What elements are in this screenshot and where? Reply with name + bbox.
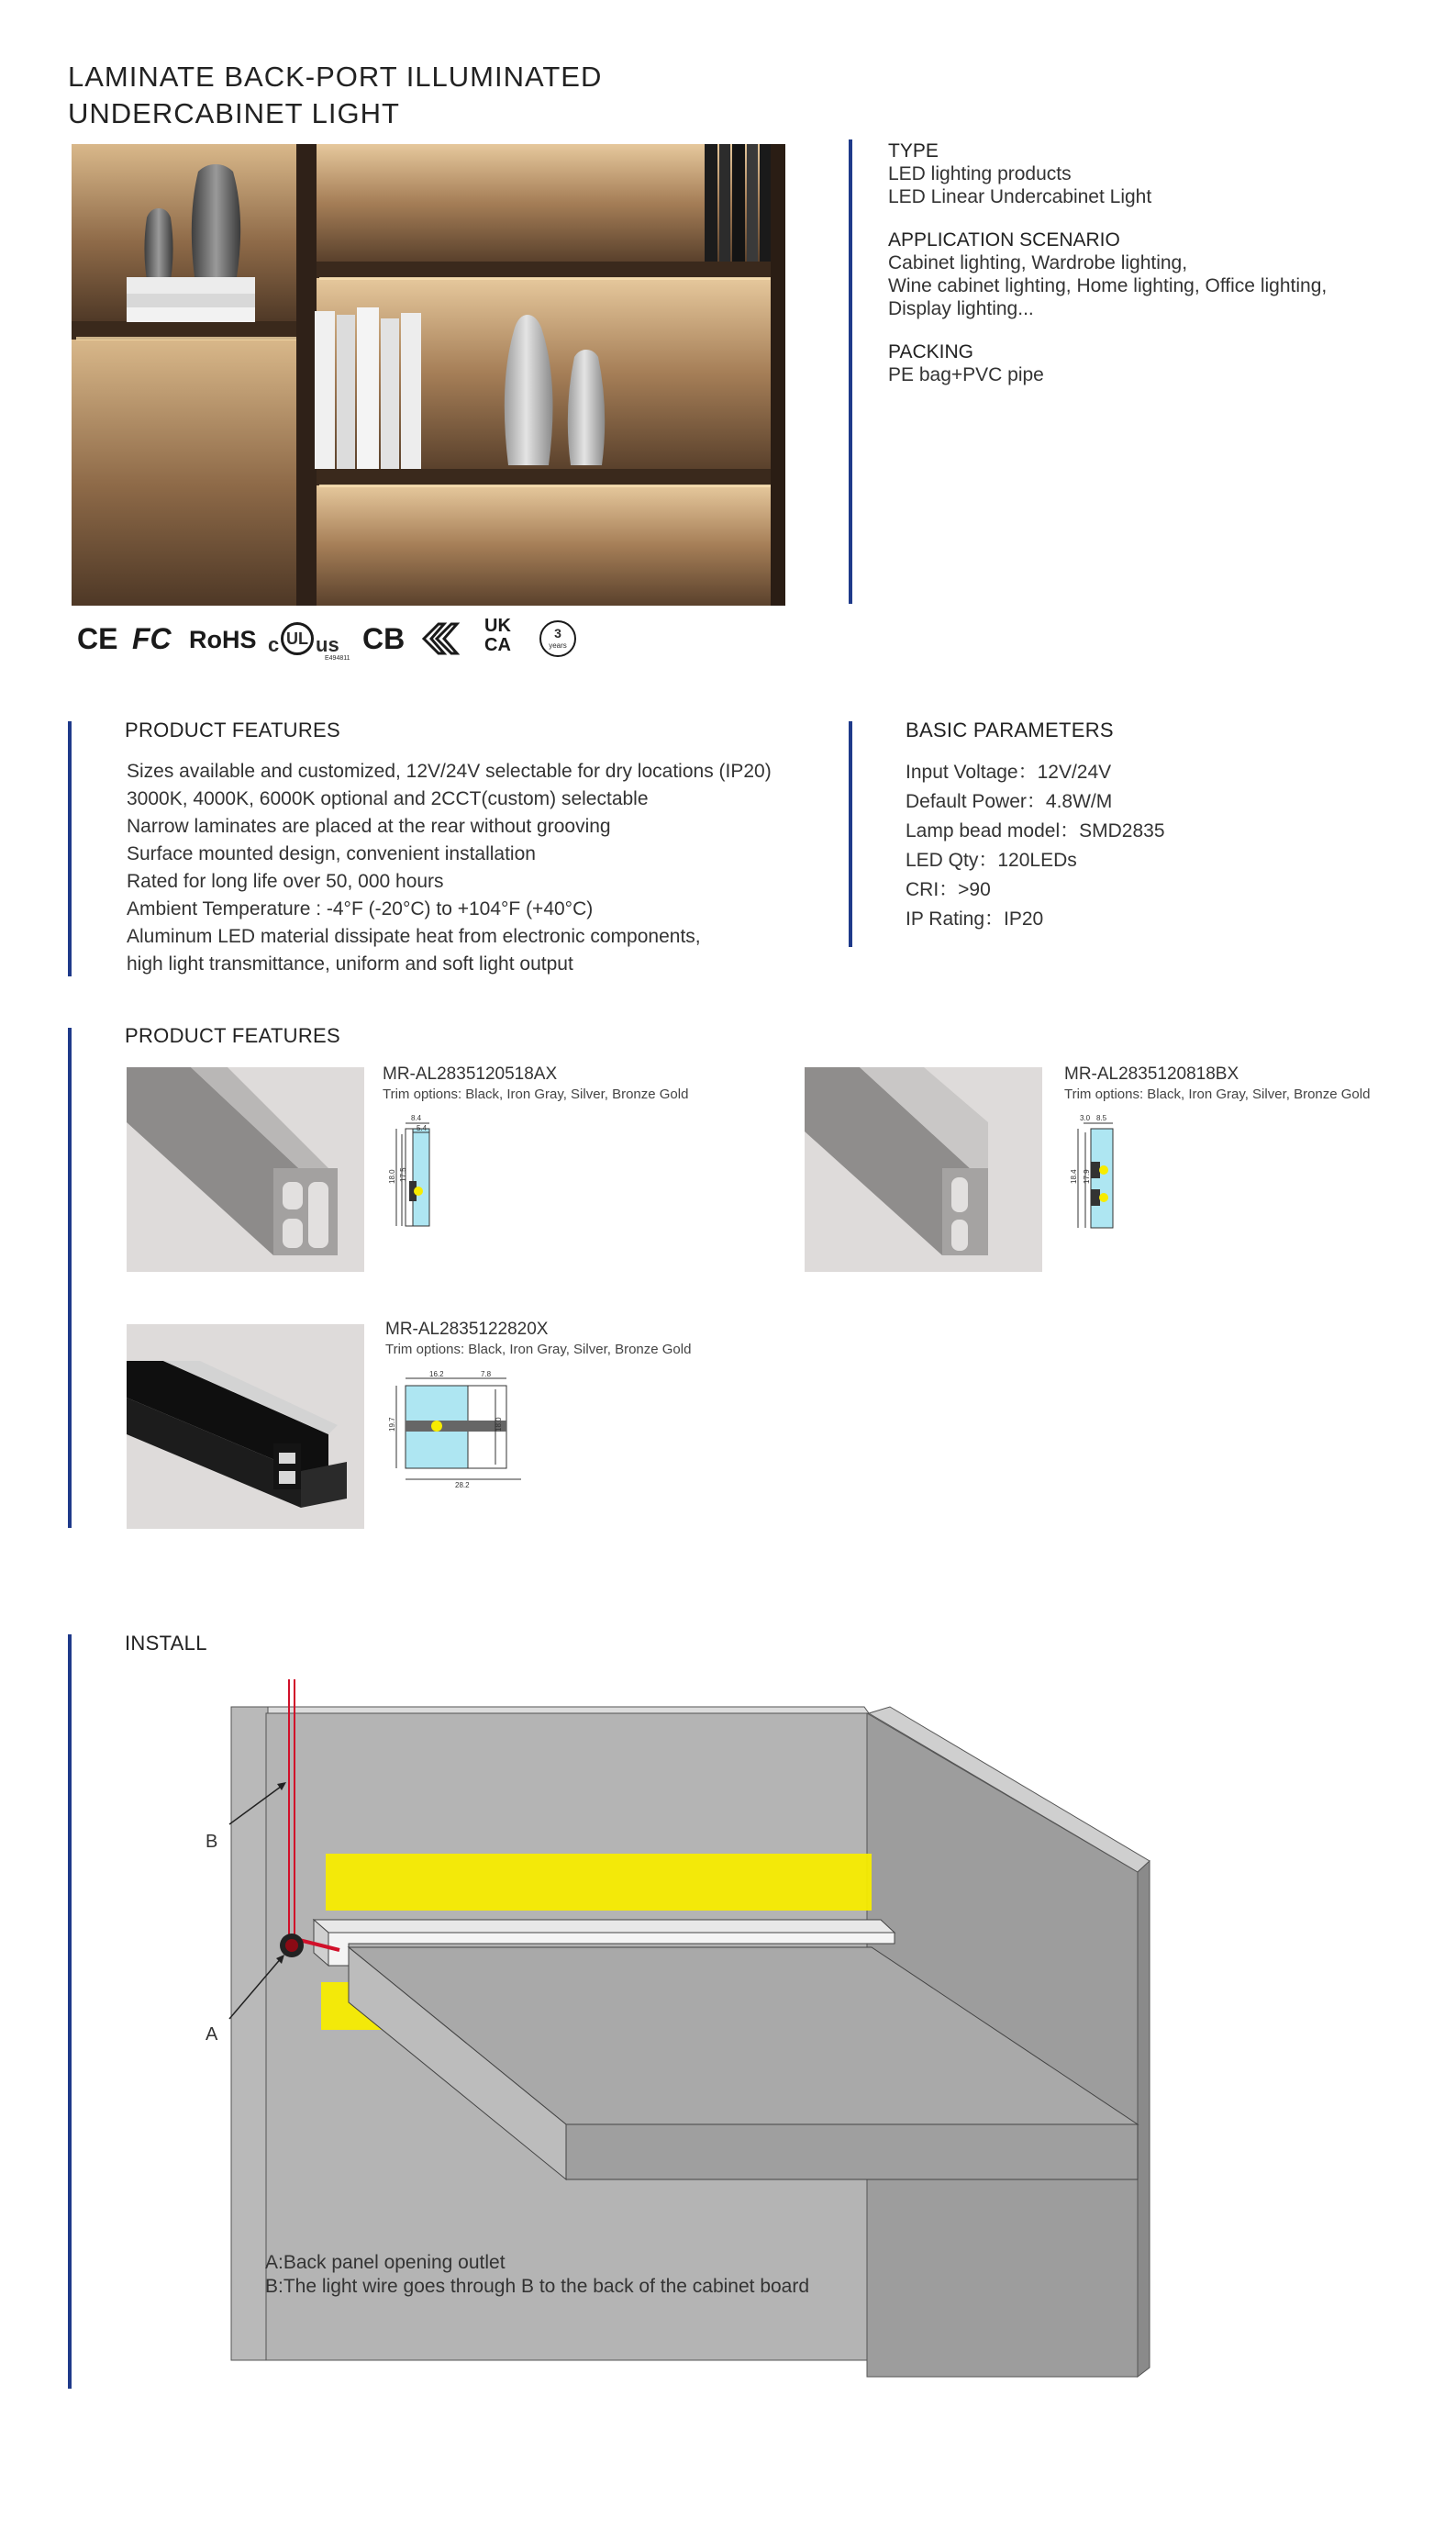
install-legend-b: B:The light wire goes through B to the back of the cabinet board bbox=[265, 2276, 810, 2297]
feature-item: Aluminum LED material dissipate heat from electronic components, bbox=[127, 926, 701, 947]
page-title bbox=[68, 59, 602, 132]
param-item: IP Rating：IP20 bbox=[906, 908, 1044, 930]
dim-label: 18.0 bbox=[495, 1417, 503, 1432]
accent-bar-features bbox=[68, 721, 72, 976]
product-model-3: MR-AL2835122820X bbox=[385, 1320, 549, 1339]
accent-bar-params bbox=[849, 721, 852, 947]
install-heading: INSTALL bbox=[125, 1632, 207, 1655]
dim-label: 8.5 bbox=[1096, 1114, 1107, 1122]
dim-label: 18.0 bbox=[388, 1169, 396, 1184]
scenario-heading: APPLICATION SCENARIO bbox=[888, 229, 1120, 251]
dim-label: 18.4 bbox=[1070, 1169, 1078, 1184]
type-line: LED Linear Undercabinet Light bbox=[888, 186, 1152, 207]
product-photo-1 bbox=[127, 1067, 364, 1272]
fc-logo: FC bbox=[132, 622, 172, 655]
ul-sub: E494811 bbox=[325, 655, 350, 662]
dim-label: 28.2 bbox=[455, 1481, 470, 1488]
scenario-line: Display lighting... bbox=[888, 298, 1034, 319]
product-drawing-3 bbox=[378, 1369, 534, 1488]
kc-logo-icon bbox=[420, 620, 462, 657]
params-list bbox=[906, 758, 1165, 934]
dim-label: 3.0 bbox=[1080, 1114, 1091, 1122]
hero-photo bbox=[72, 144, 785, 606]
install-legend bbox=[265, 2251, 809, 2299]
scenario-line: Wine cabinet lighting, Home lighting, Office lighting, bbox=[888, 275, 1328, 296]
product-trim-1: Trim options: Black, Iron Gray, Silver, Bronze Gold bbox=[383, 1087, 689, 1102]
param-item: Lamp bead model：SMD2835 bbox=[906, 820, 1165, 841]
type-heading: TYPE bbox=[888, 140, 939, 162]
param-item: Input Voltage：12V/24V bbox=[906, 762, 1112, 783]
dim-label: 16.2 bbox=[429, 1370, 444, 1378]
products-heading: PRODUCT FEATURES bbox=[125, 1024, 341, 1047]
feature-item: high light transmittance, uniform and soft light output bbox=[127, 953, 573, 975]
page-title-line-2: UNDERCABINET LIGHT bbox=[68, 97, 400, 129]
ul-circle: UL bbox=[281, 622, 314, 655]
install-label-b: B bbox=[206, 1832, 218, 1852]
product-drawing-2 bbox=[1060, 1112, 1133, 1241]
page-title-line-1: LAMINATE BACK-PORT ILLUMINATED bbox=[68, 61, 603, 93]
cb-logo: CB bbox=[362, 622, 406, 655]
feature-item: Rated for long life over 50, 000 hours bbox=[127, 871, 444, 892]
accent-bar-products bbox=[68, 1028, 72, 1528]
product-trim-3: Trim options: Black, Iron Gray, Silver, Bronze Gold bbox=[385, 1342, 692, 1357]
param-item: Default Power：4.8W/M bbox=[906, 791, 1113, 812]
product-trim-2: Trim options: Black, Iron Gray, Silver, Bronze Gold bbox=[1064, 1087, 1371, 1102]
dim-label: 17.5 bbox=[399, 1167, 407, 1182]
install-legend-a: A:Back panel opening outlet bbox=[265, 2252, 506, 2273]
dim-label: 5.4 bbox=[417, 1124, 428, 1132]
rohs-logo: RoHS bbox=[189, 626, 257, 653]
params-heading: BASIC PARAMETERS bbox=[906, 719, 1114, 741]
packing-heading: PACKING bbox=[888, 341, 973, 362]
dim-label: 19.7 bbox=[388, 1417, 396, 1432]
accent-bar-info bbox=[849, 139, 852, 604]
ul-logo bbox=[268, 620, 350, 664]
feature-item: 3000K, 4000K, 6000K optional and 2CCT(custom) selectable bbox=[127, 788, 649, 809]
dim-label: 7.8 bbox=[481, 1370, 492, 1378]
warranty-number: 3 bbox=[554, 626, 561, 641]
install-label-a: A bbox=[206, 2024, 218, 2045]
ukca-logo bbox=[484, 617, 521, 663]
param-item: CRI：>90 bbox=[906, 879, 991, 900]
product-drawing-1 bbox=[378, 1112, 451, 1241]
ukca-bottom: CA bbox=[484, 635, 511, 655]
param-item: LED Qty：120LEDs bbox=[906, 850, 1077, 871]
features-heading: PRODUCT FEATURES bbox=[125, 719, 341, 741]
product-photo-2 bbox=[805, 1067, 1042, 1272]
features-list bbox=[127, 758, 772, 978]
info-block bbox=[888, 139, 1327, 386]
accent-bar-install bbox=[68, 1634, 72, 2389]
ce-logo: CE bbox=[77, 622, 118, 655]
packing-line: PE bag+PVC pipe bbox=[888, 364, 1044, 385]
ukca-top: UK bbox=[484, 616, 511, 636]
dim-label: 17.9 bbox=[1083, 1169, 1091, 1184]
warranty-word: years bbox=[549, 641, 567, 650]
warranty-badge bbox=[539, 620, 576, 657]
product-photo-3 bbox=[127, 1324, 364, 1529]
dim-label: 8.4 bbox=[411, 1114, 422, 1122]
feature-item: Surface mounted design, convenient installation bbox=[127, 843, 536, 864]
feature-item: Ambient Temperature : -4°F (-20°C) to +104°F (+40°C) bbox=[127, 898, 594, 919]
ul-us: us bbox=[316, 633, 339, 656]
product-model-1: MR-AL2835120518AX bbox=[383, 1064, 558, 1084]
product-model-2: MR-AL2835120818BX bbox=[1064, 1064, 1239, 1084]
feature-item: Sizes available and customized, 12V/24V selectable for dry locations (IP20) bbox=[127, 761, 772, 782]
scenario-line: Cabinet lighting, Wardrobe lighting, bbox=[888, 252, 1188, 273]
type-line: LED lighting products bbox=[888, 163, 1072, 184]
ul-c: c bbox=[268, 633, 280, 656]
feature-item: Narrow laminates are placed at the rear without grooving bbox=[127, 816, 611, 837]
